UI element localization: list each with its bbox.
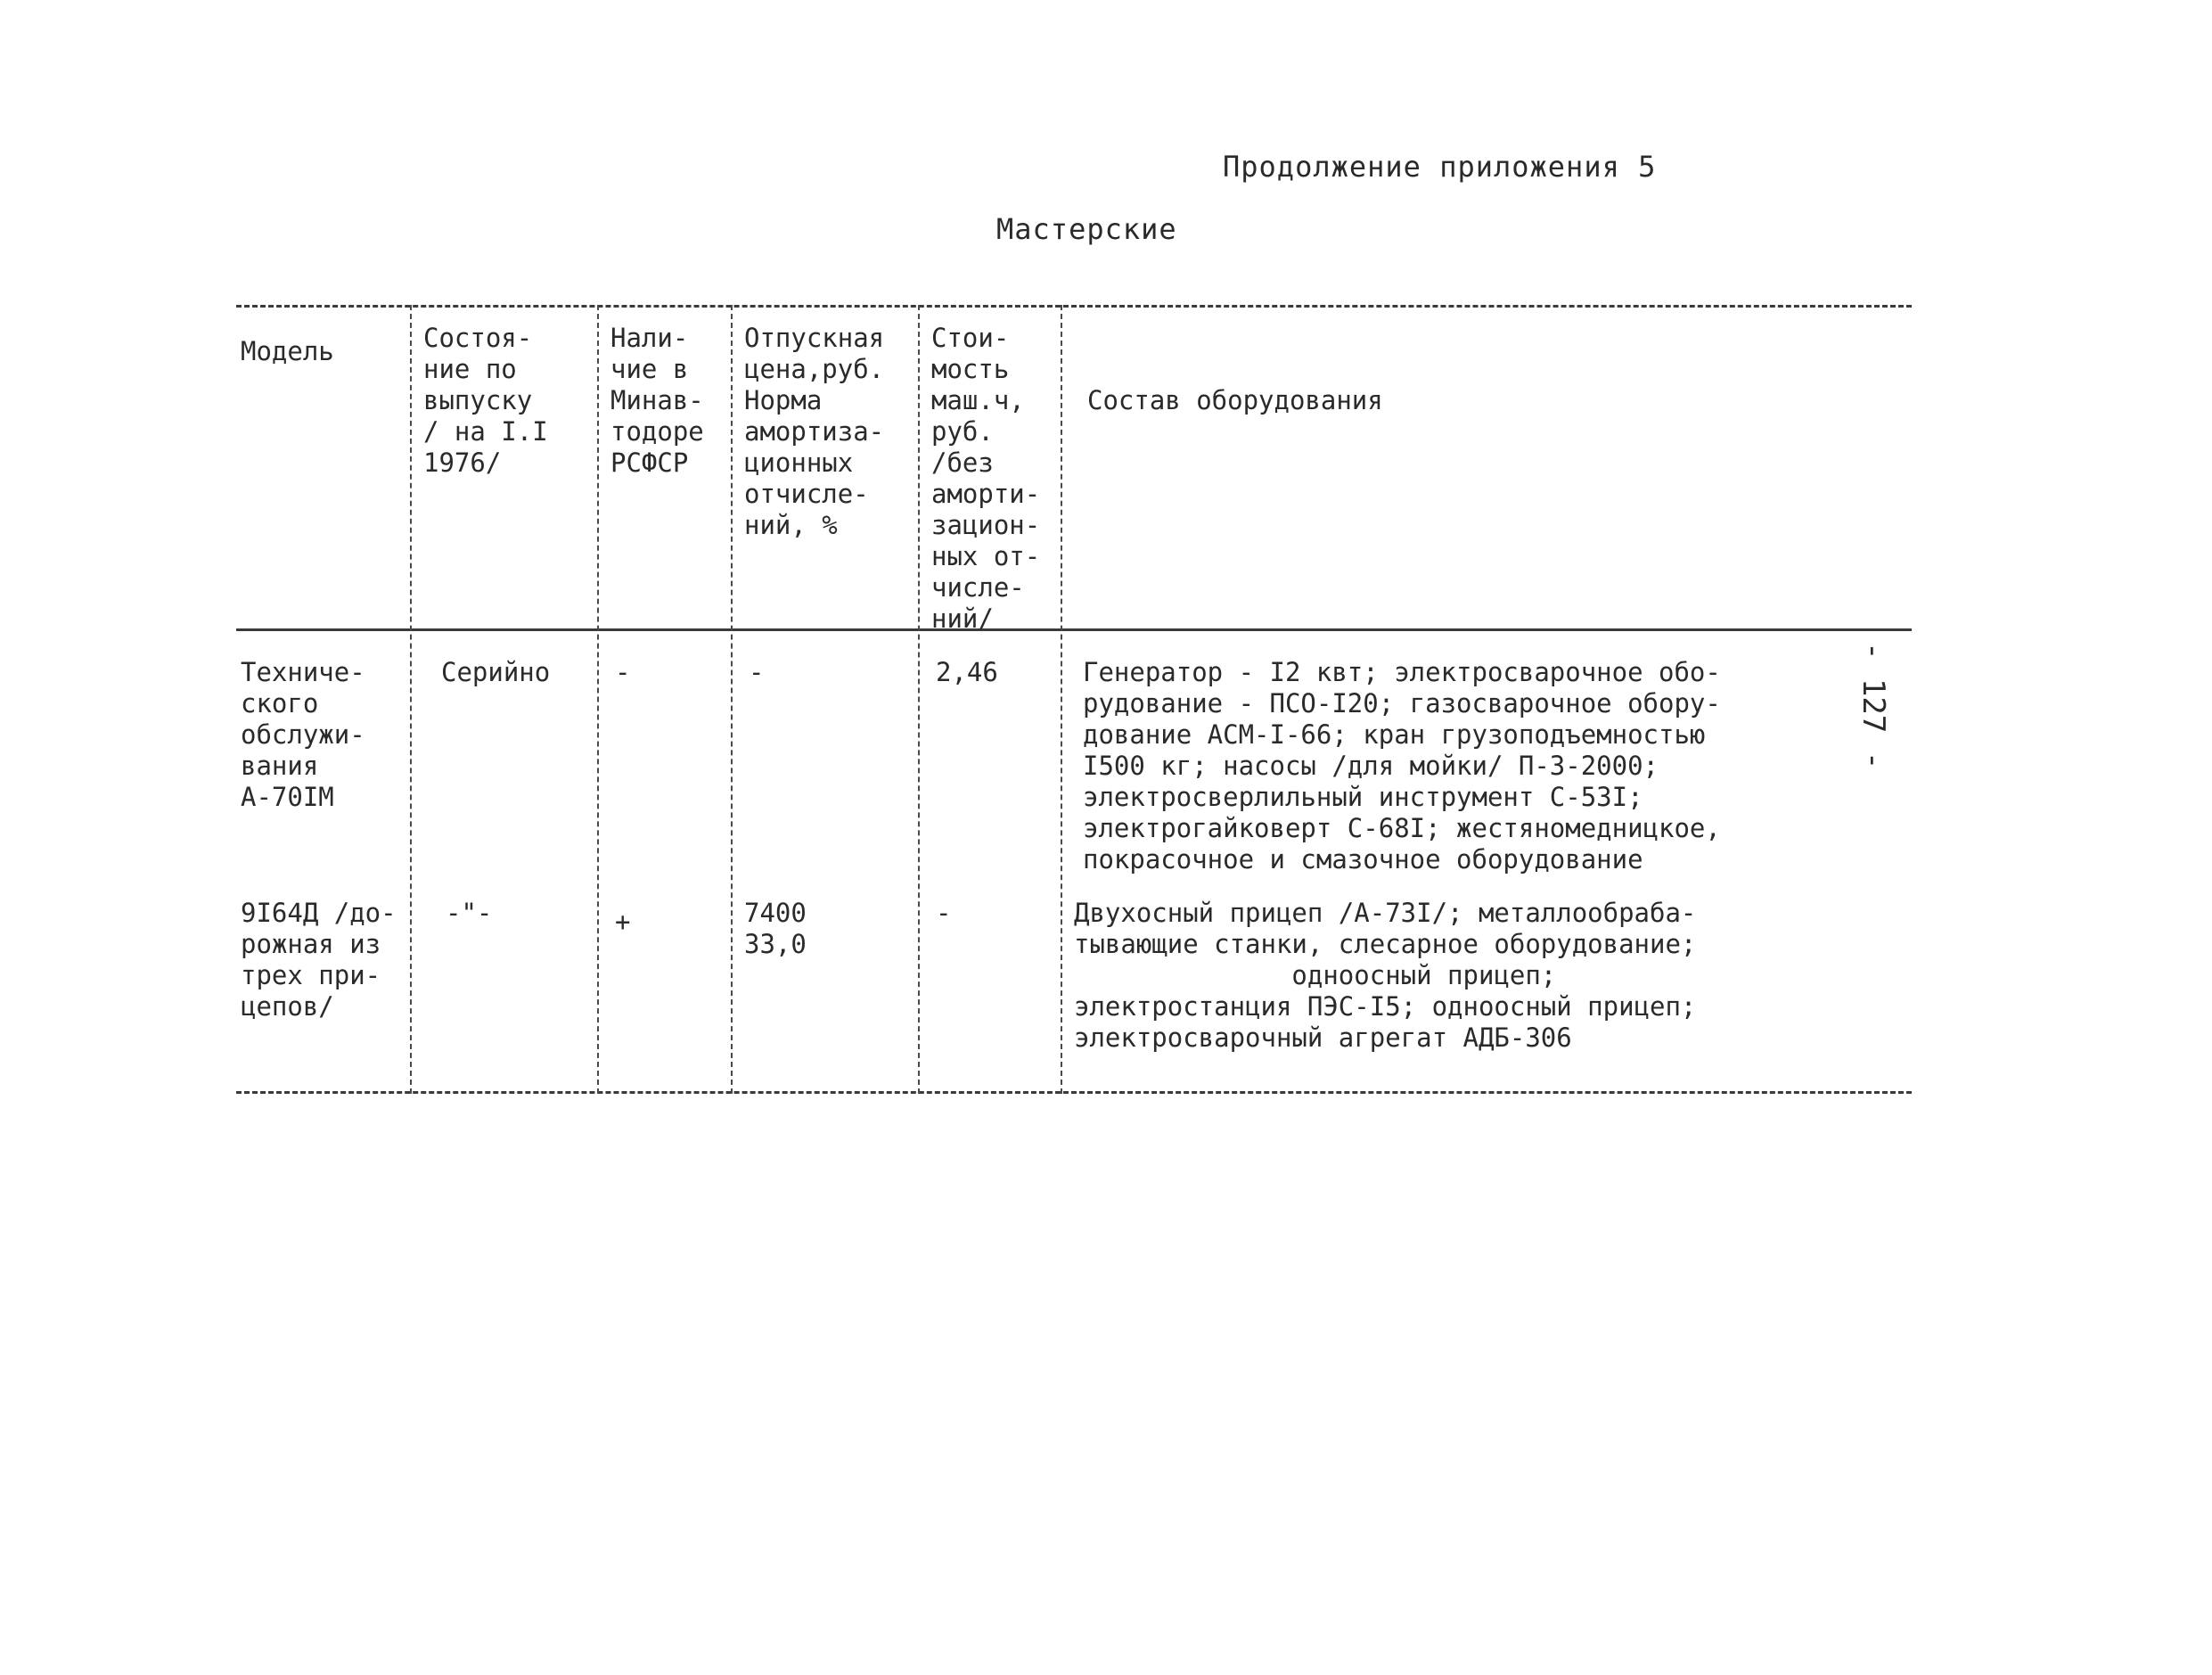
- row1-price-norm: -: [749, 657, 765, 687]
- page-title: Мастерские: [996, 212, 1177, 246]
- header-availability: Нали- чие в Минав- тодоре РСФСР: [610, 323, 704, 478]
- column-divider: [918, 305, 920, 1094]
- row2-model: 9I64Д /до- рожная из трех при- цепов/: [241, 898, 397, 1022]
- column-divider: [1061, 305, 1062, 1094]
- header-model: Модель: [241, 336, 334, 366]
- header-status: Состоя- ние по выпуску / на I.I 1976/: [423, 323, 548, 478]
- equipment-table: [236, 305, 1912, 1094]
- row1-equipment: Генератор - I2 квт; электросварочное обо- рудование - ПСО-I20; газосварочное обору- дование АСМ-I-66; кран грузоподъемностью I500 кг; насосы /для мойки/ П-3-2000; электросверлильный инструмент С-53I; электрогайковерт С-68I; жестяномедницкое, покрасочное и смазочное оборудование: [1083, 657, 1721, 874]
- header-equipment: Состав оборудования: [1087, 385, 1383, 415]
- row1-model: Техниче- ского обслужи- вания А-70IМ: [241, 657, 365, 812]
- row1-cost: 2,46: [936, 657, 998, 687]
- table-header-rule: [236, 628, 1912, 631]
- column-divider: [597, 305, 599, 1094]
- table-top-rule: [236, 305, 1912, 308]
- row1-status: Серийно: [441, 657, 551, 687]
- row2-price-norm: 7400 33,0: [744, 898, 807, 959]
- column-divider: [410, 305, 412, 1094]
- page-number: - 127 -: [1856, 642, 1891, 770]
- row2-availability: +: [615, 907, 631, 937]
- header-price-norm: Отпускная цена,руб. Норма амортиза- ционных отчисле- ний, %: [744, 323, 885, 540]
- row2-status: -"-: [446, 898, 493, 928]
- row1-availability: -: [615, 657, 631, 687]
- row2-cost: -: [936, 898, 952, 928]
- header-cost: Стои- мость маш.ч, руб. /без аморти- зацион- ных от- числе- ний/: [931, 323, 1041, 634]
- row2-equipment: Двухосный прицеп /А-73I/; металлообраба- тывающие станки, слесарное оборудование; одноосный прицеп; электростанция ПЭС-I5; одноосный прицеп; электросварочный агрегат АДБ-306: [1074, 898, 1697, 1053]
- column-divider: [731, 305, 733, 1094]
- appendix-continuation-label: Продолжение приложения 5: [1223, 150, 1657, 184]
- table-bottom-rule: [236, 1091, 1912, 1094]
